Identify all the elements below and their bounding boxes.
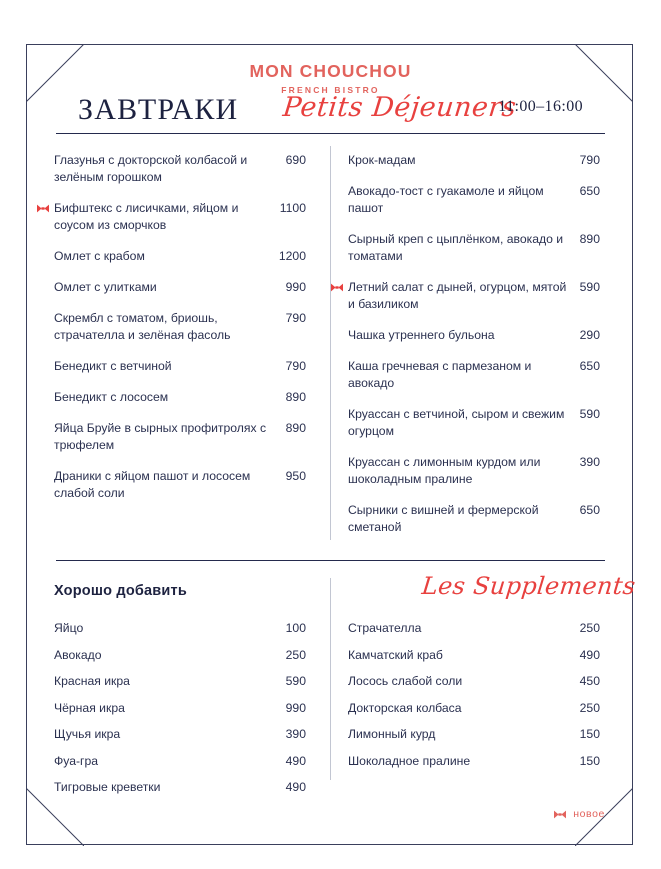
supplement-item-price: 250	[579, 621, 600, 635]
supplement-item-price: 450	[579, 674, 600, 688]
new-item-legend-label: новое	[573, 808, 605, 820]
supplement-item-price: 590	[285, 674, 306, 688]
divider-under-title	[56, 133, 605, 134]
supplement-item-price: 250	[579, 700, 600, 715]
menu-item	[348, 231, 600, 265]
menu-item-name: Яйца Бруйе в сырных профитролях с трюфелем	[54, 421, 267, 452]
new-bowtie-marker-icon	[554, 810, 566, 819]
section-title-row	[48, 92, 613, 132]
supplement-item-name: Щучья икра	[54, 727, 121, 741]
supplements-title-french: Les Supplements	[420, 572, 637, 600]
column-divider-breakfast	[330, 146, 331, 540]
supplement-item-price: 250	[285, 647, 306, 662]
menu-item-name: Скрембл с томатом, бриошь, страчателла и зелёная фасоль	[54, 311, 231, 342]
supplement-item-name: Страчателла	[348, 621, 422, 635]
supplement-item-price: 150	[579, 753, 600, 768]
supplement-item-name: Шоколадное пралине	[348, 753, 471, 768]
menu-item-name: Бенедикт с ветчиной	[54, 359, 172, 373]
menu-item	[348, 358, 600, 392]
menu-item	[348, 183, 600, 217]
supplement-item-name: Камчатский краб	[348, 647, 443, 662]
menu-item	[348, 152, 600, 169]
supplement-item	[54, 673, 306, 689]
menu-item	[348, 327, 600, 344]
brand-name: MON CHOUCHOU	[249, 61, 412, 81]
menu-item-name: Сырный креп с цыплёнком, авокадо и томатами	[348, 232, 564, 263]
menu-item	[54, 200, 306, 234]
brand-subtitle: FRENCH BISTRO	[281, 85, 380, 95]
menu-item-name: Авокадо-тост с гуакамоле и яйцом пашот	[348, 184, 544, 215]
menu-item-name: Омлет с улитками	[54, 280, 157, 294]
new-item-legend	[554, 808, 605, 820]
menu-item-price: 1100	[279, 201, 306, 215]
menu-item-price: 890	[285, 421, 306, 435]
menu-item	[348, 454, 600, 488]
breakfast-right-column	[348, 152, 600, 550]
supplement-item-price: 490	[285, 780, 306, 794]
menu-item-price: 690	[285, 153, 306, 167]
supplement-item-name: Лосось слабой соли	[348, 674, 463, 688]
menu-item-price: 790	[285, 311, 306, 325]
supplement-item	[348, 700, 600, 716]
column-divider-supplements	[330, 578, 331, 780]
menu-item-price: 890	[285, 390, 306, 404]
supplement-item	[54, 753, 306, 769]
supplement-item	[54, 700, 306, 716]
supplement-item	[348, 726, 600, 742]
supplement-item-price: 490	[285, 753, 306, 768]
menu-item	[54, 389, 306, 406]
supplement-item	[54, 726, 306, 742]
menu-item-name: Каша гречневая с пармезаном и авокадо	[348, 359, 532, 390]
supplement-item	[348, 753, 600, 769]
supplement-item-price: 990	[285, 700, 306, 715]
menu-item-name: Чашка утреннего бульона	[348, 328, 495, 342]
supplement-item	[54, 620, 306, 636]
supplement-item	[348, 647, 600, 663]
supplement-item-price: 100	[285, 621, 306, 635]
menu-item-price: 650	[579, 359, 600, 373]
new-bowtie-marker-icon	[37, 204, 49, 213]
menu-item-price: 590	[579, 407, 600, 421]
menu-item-name: Бенедикт с лососем	[54, 390, 169, 404]
supplement-item-name: Фуа-гра	[54, 753, 99, 768]
menu-item-name: Круассан с лимонным курдом или шоколадным пралине	[348, 455, 541, 486]
supplements-right-column	[348, 620, 600, 779]
menu-item	[54, 248, 306, 265]
menu-item-price: 290	[579, 328, 600, 342]
supplement-item	[54, 647, 306, 663]
menu-item-price: 890	[579, 232, 600, 246]
supplement-item-name: Докторская колбаса	[348, 700, 462, 715]
menu-item	[54, 279, 306, 296]
divider-above-supplements	[56, 560, 605, 561]
menu-item	[54, 468, 306, 502]
menu-item-name: Бифштекс с лисичками, яйцом и соусом из сморчков	[54, 200, 280, 234]
supplement-item-name: Красная икра	[54, 674, 130, 688]
menu-item	[348, 406, 600, 440]
menu-item	[54, 152, 306, 186]
page-title-french: Petits Déjeuners	[281, 92, 518, 123]
supplements-left-column	[54, 620, 306, 806]
menu-item-price: 790	[579, 153, 600, 167]
supplement-item-name: Авокадо	[54, 647, 102, 662]
supplement-item-price: 390	[285, 727, 306, 741]
menu-item	[348, 502, 600, 536]
menu-item-name: Драники с яйцом пашот и лососем слабой соли	[54, 469, 251, 500]
supplement-item-name: Тигровые креветки	[54, 780, 161, 794]
menu-item-price: 990	[285, 280, 306, 294]
menu-item-price: 650	[579, 503, 600, 517]
supplement-item-price: 490	[579, 647, 600, 662]
page-title: ЗАВТРАКИ	[78, 93, 239, 126]
menu-item-name: Сырники с вишней и фермерской сметаной	[348, 503, 539, 534]
menu-item-name: Крок-мадам	[348, 153, 416, 167]
supplement-item-name: Чёрная икра	[54, 700, 125, 715]
breakfast-left-column	[54, 152, 306, 516]
supplement-item	[54, 779, 306, 795]
supplements-title: Хорошо добавить	[54, 583, 187, 599]
menu-item-name: Глазунья с докторской колбасой и зелёным горошком	[54, 153, 248, 184]
supplement-item-name: Яйцо	[54, 621, 84, 635]
supplement-item	[348, 673, 600, 689]
menu-item-price: 590	[579, 280, 600, 294]
supplement-item	[348, 620, 600, 636]
menu-item	[54, 420, 306, 454]
serving-hours: 11:00–16:00	[498, 98, 583, 115]
menu-item-price: 790	[285, 359, 306, 373]
menu-item-name: Омлет с крабом	[54, 249, 145, 263]
menu-item-name: Летний салат с дыней, огурцом, мятой и базиликом	[348, 279, 580, 313]
new-bowtie-marker-icon	[331, 283, 343, 292]
menu-item	[54, 310, 306, 344]
menu-item	[54, 358, 306, 375]
menu-item-price: 650	[579, 184, 600, 198]
menu-item-price: 950	[285, 469, 306, 483]
menu-item-name: Круассан с ветчиной, сыром и свежим огурцом	[348, 407, 565, 438]
menu-item-price: 1200	[278, 249, 306, 263]
menu-item	[348, 279, 600, 313]
supplement-item-name: Лимонный курд	[348, 727, 436, 741]
menu-item-price: 390	[579, 455, 600, 469]
supplement-item-price: 150	[579, 727, 600, 741]
